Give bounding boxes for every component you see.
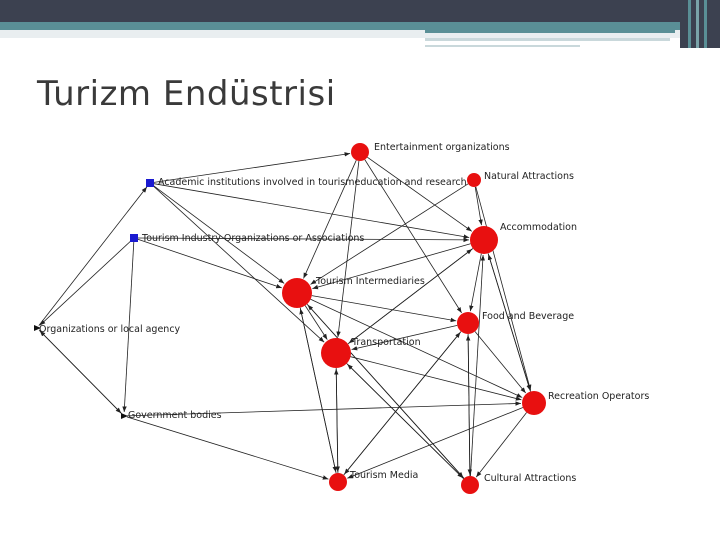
edge-media-to-transportation [336,369,338,473]
edge-industry_orgs-to-local_agency [40,241,131,326]
node-transportation [321,337,421,368]
node-marker-circle [321,338,351,368]
edge-media-to-intermediaries [300,309,336,474]
node-label: Government bodies [128,410,222,421]
node-marker-circle [457,312,479,334]
edge-recreation-to-media [347,408,523,479]
network-edges [39,154,531,480]
edge-cultural-to-food [468,335,470,476]
node-marker-square [130,234,138,242]
node-natural [467,171,574,187]
node-industry_orgs [130,233,364,244]
node-marker-circle [467,173,481,187]
edge-cultural-to-intermediaries [308,305,464,478]
edge-transportation-to-accommodation [348,249,472,344]
edge-entertainment-to-accommodation [367,157,472,231]
edge-cultural-to-transportation [347,364,463,479]
node-label: Accommodation [500,222,577,233]
edge-local_agency-to-academic [39,187,147,326]
edge-natural-to-recreation [476,187,531,391]
node-government [121,410,222,421]
node-marker-circle [522,391,546,415]
node-label: Entertainment organizations [374,142,510,153]
node-marker-circle [282,278,312,308]
node-marker-circle [351,143,369,161]
node-label: Cultural Attractions [484,473,577,484]
node-label: Tourism Industry Organizations or Associations [142,233,365,244]
node-label: Natural Attractions [484,171,574,182]
edge-food-to-recreation [475,332,526,394]
network-nodes [34,142,649,494]
node-marker-circle [461,476,479,494]
node-academic [146,177,467,188]
node-label: Food and Beverage [482,311,575,322]
node-local_agency [34,324,181,335]
node-food [457,311,574,334]
node-marker-triangle [121,413,128,419]
node-marker-circle [329,473,347,491]
node-marker-circle [470,226,498,254]
slide-title: Turizm Endüstrisi [37,74,336,114]
edge-natural-to-accommodation [475,187,481,225]
node-entertainment [351,142,510,161]
node-label: Organizations or local agency [39,324,181,335]
node-recreation [522,391,649,415]
edge-recreation-to-accommodation [488,254,530,391]
node-cultural [461,473,576,494]
edge-recreation-to-cultural [476,413,526,478]
edge-media-to-food [344,332,461,475]
node-label: Tourism Media [350,470,419,481]
edge-government-to-media [127,417,329,479]
edge-industry_orgs-to-intermediaries [138,239,282,288]
edge-accommodation-to-food [470,254,481,312]
node-accommodation [470,222,577,254]
edge-cultural-to-accommodation [471,255,484,476]
edge-transportation-to-recreation [351,357,522,400]
node-label: Tourism Intermediaries [316,276,425,287]
node-marker-square [146,179,154,187]
node-label: Recreation Operators [548,391,650,402]
edge-academic-to-transportation [153,186,324,343]
node-media [329,470,418,491]
edge-intermediaries-to-food [312,296,456,321]
node-label: Transportation [352,337,421,348]
node-label: Academic institutions involved in tourismeducation and research [158,177,467,188]
edge-government-to-local_agency [40,331,122,414]
